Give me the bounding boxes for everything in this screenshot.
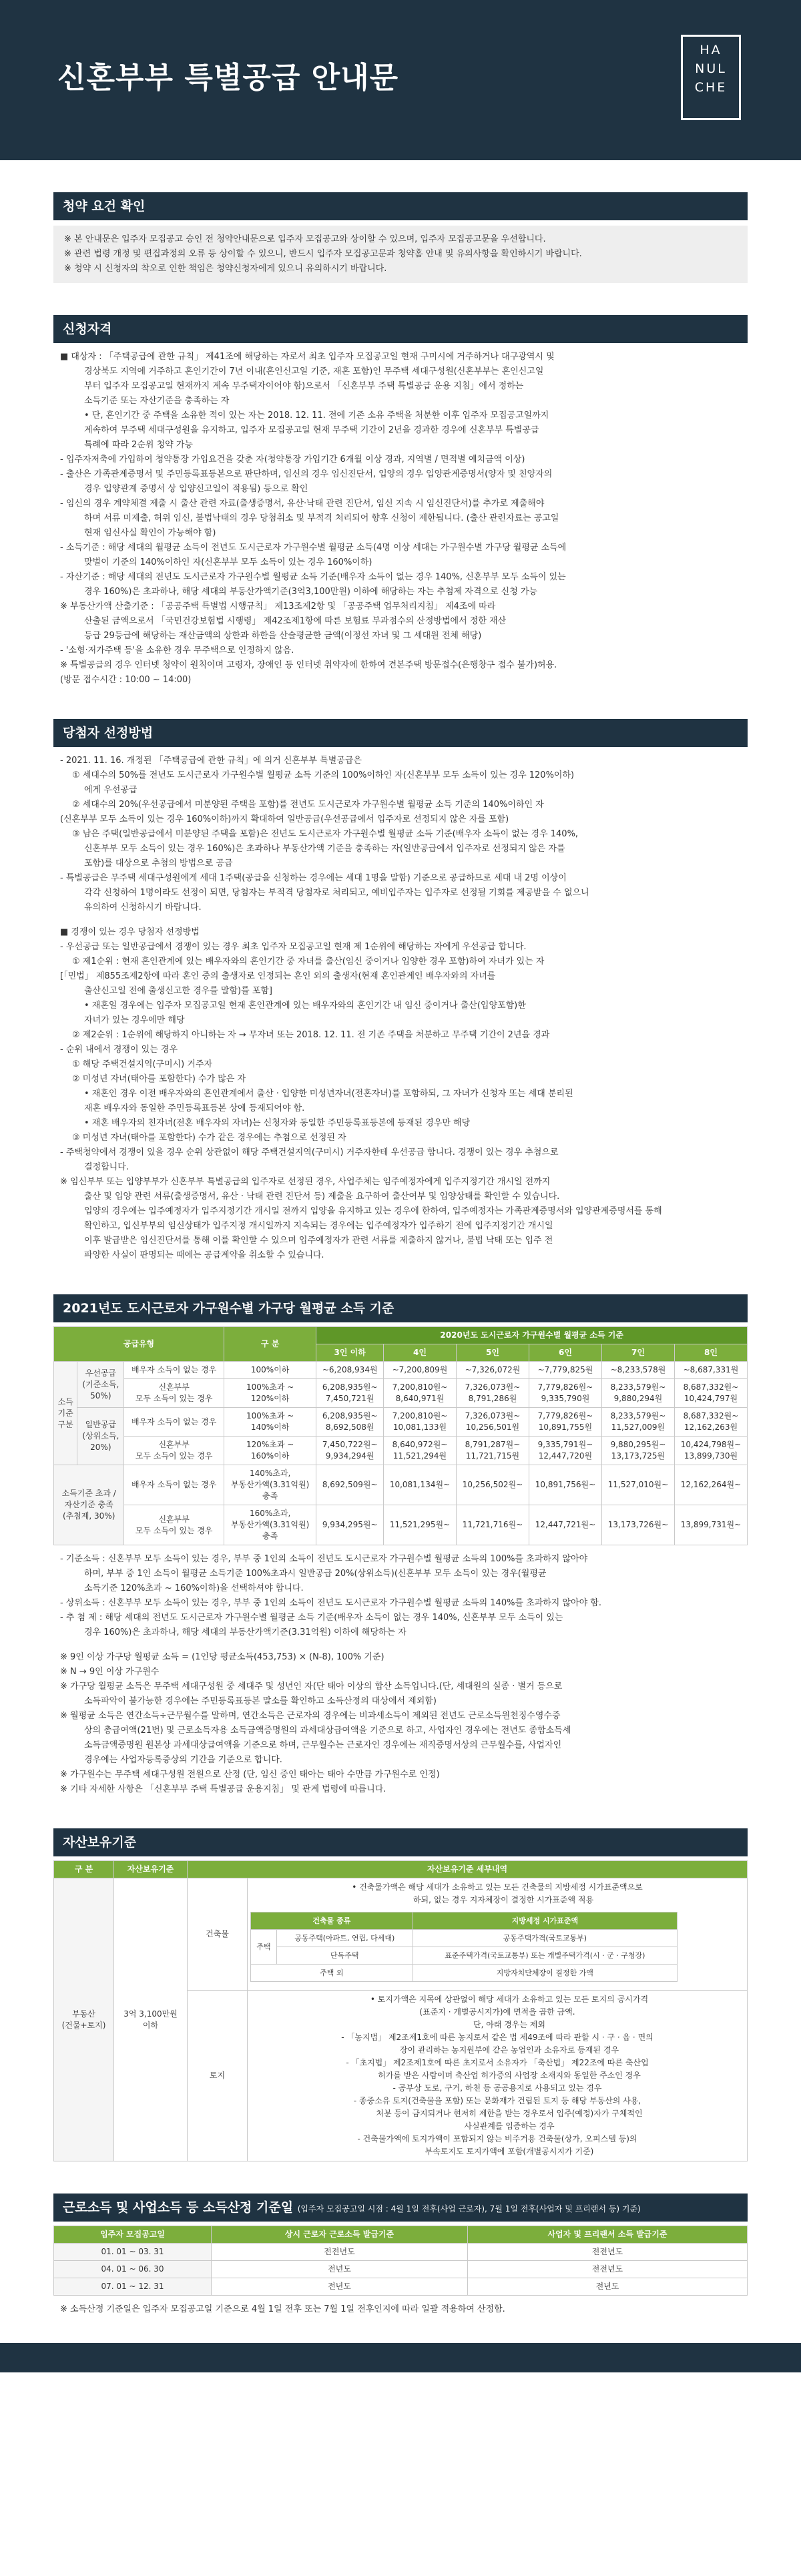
- col-header: 공급유형: [54, 1327, 224, 1362]
- income-value: 6,208,935원~ 7,450,721원: [316, 1379, 384, 1408]
- body-line: ※ N → 9인 이상 가구원수: [60, 1667, 160, 1677]
- row-subgroup-label: 일반공급 (상위소득, 20%): [77, 1408, 124, 1465]
- section-eligibility: [53, 315, 748, 687]
- body-line: 허가를 받은 사람이며 축산업 허가증의 사업장 소재지와 동일한 주소인 경우: [378, 2071, 641, 2080]
- selection-body: [53, 747, 748, 1262]
- building-label: 건축물: [188, 1878, 248, 1991]
- body-line: ※ 가구당 월평균 소득은 무주택 세대구성원 중 세대주 및 성년인 자(단 태아 이상의 합산 소득입니다.(단, 세대원의 실종 · 별거 등으로: [60, 1682, 563, 1692]
- col-header: 자산보유기준 세부내역: [188, 1861, 748, 1878]
- asset-table: [53, 1860, 748, 2161]
- body-line: 소득금액증명원 원본상 과세대상급여액을 기준으로 하며, 근무월수는 근로자인 경우에는 재직증명서상의 근무월수를, 사업자인: [84, 1740, 562, 1750]
- body-line: • 재혼일 경우에는 입주자 모집공고일 현재 혼인관계에 있는 배우자와의 혼인기간 내 임신 중이거나 출산(입양포함)한: [84, 1001, 526, 1011]
- body-line: • 재혼 배우자의 친자녀(전혼 배우자의 자녀)는 신청자와 동일한 주민등록표등본에 등재된 경우만 해당: [84, 1118, 471, 1128]
- body-line: 경우 160%)은 초과하나, 해당 세대의 부동산가액기준(3억3,100만원) 이하에 해당하는 자는 추첨제 자격으로 신청 가능: [84, 587, 538, 597]
- notice-line: ※ 관련 법령 개정 및 편집과정의 오류 등 상이할 수 있으니, 반드시 입주자 모집공고문과 청약홈 안내 및 유의사항을 확인하시기 바랍니다.: [64, 249, 582, 259]
- logo-line: CHE: [694, 80, 728, 95]
- income-value: ~8,233,578원: [601, 1362, 674, 1379]
- table-row: [54, 1379, 748, 1408]
- col-header: 입주자 모집공고일: [54, 2226, 212, 2244]
- body-line: 부터 입주자 모집공고일 현재까지 계속 무주택자이어야 함)으로서 「신혼부부 주택 특별공급 운용 지침」에서 정하는: [84, 381, 524, 391]
- building-detail: [248, 1878, 748, 1991]
- body-line: 재혼 배우자와 동일한 주민등록표등본 상에 등재되어야 함.: [84, 1103, 305, 1113]
- body-line: 신혼부부 모두 소득이 있는 경우 160%)은 초과하나 부동산가액 기준을 충족하는 자(일반공급에서 입주자로 선정되지 않은 자를: [84, 844, 565, 854]
- table-cell: 공동주택(아파트, 연립, 다세대): [276, 1930, 413, 1947]
- section-heading-title: 근로소득 및 사업소득 등 소득산정 기준일: [63, 2200, 294, 2215]
- income-value: 10,891,756원~: [529, 1465, 601, 1505]
- body-line: 처분 등이 금지되거나 현저히 제한을 받는 경우로서 입주(예정)자가 구체적인: [376, 2109, 643, 2118]
- income-value: ~8,687,331원: [674, 1362, 747, 1379]
- col-header: 3인 이하: [316, 1344, 384, 1362]
- row-range: 120%초과 ~ 160%이하: [224, 1437, 316, 1465]
- income-value: 8,692,509원~: [316, 1465, 384, 1505]
- notice-line: ※ 청약 시 신청자의 착오로 인한 책임은 청약신청자에게 있으니 유의하시기 바랍니다.: [64, 264, 387, 274]
- section-heading: 자산보유기준: [53, 1828, 748, 1856]
- row-condition: 신혼부부 모두 소득이 있는 경우: [124, 1437, 224, 1465]
- body-line: 자녀가 있는 경우에만 해당: [84, 1015, 185, 1025]
- table-cell: 01. 01 ~ 03. 31: [54, 2244, 212, 2261]
- land-label: 토지: [188, 1991, 248, 2161]
- income-value: 11,527,010원~: [601, 1465, 674, 1505]
- section-heading-subtitle: (입주자 모집공고일 시점 : 4월 1일 전후(사업 근로자), 7월 1일 전후(사업자 및 프리랜서 등) 기준): [297, 2204, 641, 2214]
- col-header: 상시 근로자 근로소득 발급기준: [212, 2226, 468, 2244]
- section-heading: 당첨자 선정방법: [53, 719, 748, 747]
- body-line: ③ 남은 주택(일반공급에서 미분양된 주택을 포함)은 전년도 도시근로자 가구원수별 월평균 소득 기준(배우자 소득이 없는 경우 140%,: [72, 829, 579, 839]
- body-line: (표준지 · 개별공시지가)에 면적을 곱한 금액.: [419, 2007, 575, 2017]
- col-header: 구 분: [224, 1327, 316, 1362]
- body-line: - 우선공급 또는 일반공급에서 경쟁이 있는 경우 최초 입주자 모집공고일 현재 제 1순위에 해당하는 자에게 우선공급 합니다.: [60, 942, 527, 952]
- income-value: 8,791,287원~ 11,721,715원: [456, 1437, 529, 1465]
- asset-standard: 3억 3,100만원 이하: [114, 1878, 188, 2161]
- asset-category: 부동산 (건물+토지): [54, 1878, 114, 2161]
- row-condition: 배우자 소득이 없는 경우: [124, 1362, 224, 1379]
- income-value: 7,326,073원~ 8,791,286원: [456, 1379, 529, 1408]
- body-line: - 추 첨 제 : 해당 세대의 전년도 도시근로자 가구원수별 월평균 소득 기준(배우자 소득이 없는 경우 140%, 신혼부부 모두 소득이 있는: [60, 1613, 563, 1623]
- income-value: 12,162,264원~: [674, 1465, 747, 1505]
- body-line: 사실관계를 입증하는 경우: [464, 2121, 555, 2131]
- income-value: 9,335,791원~ 12,447,720원: [529, 1437, 601, 1465]
- body-line: 장이 관리하는 농지원부에 같은 농업인과 소유자로 등재된 경우: [399, 2045, 619, 2055]
- body-line: 에게 우선공급: [84, 785, 138, 795]
- notice-box: [53, 226, 748, 283]
- table-cell: 주택 외: [251, 1965, 413, 1982]
- income-value: 8,640,972원~ 11,521,294원: [384, 1437, 457, 1465]
- col-header: 7인: [601, 1344, 674, 1362]
- page-header: [0, 0, 801, 160]
- table-cell: 전년도: [212, 2261, 468, 2278]
- row-range: 100%초과 ~ 120%이하: [224, 1379, 316, 1408]
- body-line: 포함)를 대상으로 추첨의 방법으로 공급: [84, 858, 233, 868]
- income-value: 7,200,810원~ 10,081,133원: [384, 1408, 457, 1437]
- body-line: • 재혼인 경우 이전 배우자와의 혼인관계에서 출산 · 입양한 미성년자녀(전혼자녀)를 포함하되, 그 자녀가 신청자 또는 세대 분리된: [84, 1089, 573, 1099]
- table-row: [54, 1408, 748, 1437]
- logo-line: NUL: [695, 61, 727, 76]
- body-line: ② 미성년 자녀(태아를 포함한다) 수가 많은 자: [72, 1074, 246, 1084]
- body-line: - 특별공급은 무주택 세대구성원에게 세대 1주택(공급을 신청하는 경우에는 세대 1명을 말함) 기준으로 공급하므로 세대 내 2명 이상이: [60, 873, 567, 883]
- land-detail: [248, 1991, 748, 2161]
- section-requirements: [53, 192, 748, 283]
- section-heading: 청약 요건 확인: [53, 192, 748, 220]
- body-line: 소득기준 또는 자산기준을 충족하는 자: [84, 396, 230, 406]
- body-line: 입양의 경우에는 입주예정자가 입주지정기간 개시일 전까지 입양을 유지하고 있는 경우에 한하여, 입주예정자는 가족관계증명서와 입양관계증명서를 통해: [84, 1206, 662, 1216]
- eligibility-body: [53, 343, 748, 687]
- table-cell: 04. 01 ~ 06. 30: [54, 2261, 212, 2278]
- body-line: 단, 아래 경우는 제외: [473, 2020, 545, 2029]
- row-condition: 신혼부부 모두 소득이 있는 경우: [124, 1379, 224, 1408]
- col-header: 8인: [674, 1344, 747, 1362]
- body-line: 소득기준 120%초과 ~ 160%이하)을 선택하셔야 합니다.: [84, 1583, 304, 1593]
- body-line: 맞벌이 기준의 140%이하인 자(신혼부부 모두 소득이 있는 경우 160%이하): [84, 557, 372, 567]
- table-cell: 07. 01 ~ 12. 31: [54, 2278, 212, 2296]
- table-cell: 전전년도: [212, 2244, 468, 2261]
- table-cell: 전년도: [212, 2278, 468, 2296]
- body-line: ※ 부동산가액 산출기준 : 「공공주택 특별법 시행규칙」 제13조제2항 및 「공공주택 업무처리지침」 제4조에 따라: [60, 601, 496, 611]
- income-value: 9,880,295원~ 13,173,725원: [601, 1437, 674, 1465]
- row-condition: 배우자 소득이 없는 경우: [124, 1465, 224, 1505]
- row-group-label: 소득기준 초과 / 자산기준 충족 (추첨제, 30%): [54, 1465, 124, 1545]
- section-selection: [53, 719, 748, 1262]
- body-line: [「민법」 제855조제2항에 따라 혼인 중의 출생자로 인정되는 혼인 외의 출생자(현재 혼인관계인 배우자와의 자녀를: [60, 971, 496, 981]
- body-line: 하며 서류 미제출, 허위 임신, 불법낙태의 경우 당첨취소 및 부적격 처리되어 향후 신청이 제한됩니다. (출산 관련자료는 공고일: [84, 513, 559, 523]
- table-row: [54, 1465, 748, 1505]
- body-line: 경우 입양관계 증명서 상 입양신고일이 적용됨) 등으로 확인: [84, 484, 308, 494]
- table-cell: 전전년도: [467, 2244, 747, 2261]
- table-row: [54, 2261, 748, 2278]
- income-value: 13,899,731원~: [674, 1505, 747, 1545]
- body-line: - 자산기준 : 해당 세대의 전년도 도시근로자 가구원수별 월평균 소득 기준(배우자 소득이 없는 경우 140%, 신혼부부 모두 소득이 있는: [60, 572, 566, 582]
- page-footer-bar: [0, 2343, 801, 2372]
- table-cell: 표준주택가격(국토교통부) 또는 개별주택가격(시 · 군 · 구청장): [413, 1947, 677, 1965]
- body-line: 소득파악이 불가능한 경우에는 주민등록표등본 말소를 확인하고 소득산정의 대상에서 제외함): [84, 1696, 437, 1706]
- body-line: 계속하여 무주택 세대구성원을 유지하고, 입주자 모집공고일 현재 무주택 기간이 2년을 경과한 경우에 신혼부부 특별공급: [84, 425, 539, 435]
- body-line: ② 세대수의 20%(우선공급에서 미분양된 주택을 포함)를 전년도 도시근로자 가구원수별 월평균 소득 기준의 140%이하인 자: [72, 800, 544, 810]
- body-line: - 공부상 도로, 구거, 하천 등 공공용지로 사용되고 있는 경우: [392, 2083, 602, 2093]
- body-line: (방문 접수시간 : 10:00 ~ 14:00): [60, 675, 192, 685]
- section-heading: 신청자격: [53, 315, 748, 343]
- income-value: 6,208,935원~ 8,692,508원: [316, 1408, 384, 1437]
- row-header: 주택: [251, 1930, 277, 1965]
- income-value: 7,779,826원~ 9,335,790원: [529, 1379, 601, 1408]
- body-line: 경우 160%)은 초과하나, 해당 세대의 부동산가액기준(3.31억원) 이하에 해당하는 자: [84, 1627, 407, 1637]
- table-cell: 전년도: [467, 2278, 747, 2296]
- income-value: 7,779,826원~ 10,891,755원: [529, 1408, 601, 1437]
- building-type-table: [250, 1912, 678, 1982]
- income-notes: [53, 1545, 748, 1796]
- income-value: 13,173,726원~: [601, 1505, 674, 1545]
- row-range: 140%초과, 부동산가액(3.31억원) 충족: [224, 1465, 316, 1505]
- row-condition: 배우자 소득이 없는 경우: [124, 1408, 224, 1437]
- body-line: • 단, 혼인기간 중 주택을 소유한 적이 있는 자는 2018. 12. 11. 전에 기존 소유 주택을 처분한 이후 입주자 모집공고일까지: [84, 411, 549, 421]
- income-value: 12,447,721원~: [529, 1505, 601, 1545]
- body-line: - 「초지법」 제2조제1호에 따른 초지로서 소유자가 「축산법」 제22조에 따른 축산업: [346, 2058, 649, 2067]
- body-line: ① 해당 주택건설지역(구미시) 거주자: [72, 1059, 213, 1069]
- body-line: 결정합니다.: [84, 1162, 129, 1172]
- income-value: 7,200,810원~ 8,640,971원: [384, 1379, 457, 1408]
- body-line: 등급 29등급에 해당하는 재산금액의 상한과 하한을 산술평균한 금액(이정선 자녀 및 그 세대원 전체 해당): [84, 631, 482, 641]
- col-header: 건축물 종류: [251, 1912, 413, 1930]
- income-table: [53, 1326, 748, 1545]
- col-header: 사업자 및 프리랜서 소득 발급기준: [467, 2226, 747, 2244]
- col-header: 지방세정 시가표준액: [413, 1912, 677, 1930]
- body-line: ※ 기타 자세한 사항은 「신혼부부 주택 특별공급 운용지침」 및 관계 법령에 따릅니다.: [60, 1784, 386, 1794]
- logo-line: HA: [700, 43, 722, 57]
- section-heading: [53, 2194, 748, 2222]
- income-value: ~6,208,934원: [316, 1362, 384, 1379]
- body-line: [60, 1640, 741, 1649]
- body-line: 파양한 사실이 판명되는 때에는 공급계약을 취소할 수 있습니다.: [84, 1250, 324, 1260]
- table-row: [54, 1437, 748, 1465]
- income-value: 7,450,722원~ 9,934,294원: [316, 1437, 384, 1465]
- body-line: ■ 경쟁이 있는 경우 당첨자 선정방법: [60, 927, 200, 937]
- income-value: 10,256,502원~: [456, 1465, 529, 1505]
- body-line: 출산신고일 전에 출생신고한 경우를 말함)를 포함]: [84, 986, 272, 996]
- table-row: [54, 1362, 748, 1379]
- row-subgroup-label: 우선공급 (기준소득, 50%): [77, 1362, 124, 1408]
- body-line: - 「농지법」 제2조제1호에 따른 농지로서 같은 법 제49조에 따라 관할 시 · 구 · 읍 · 면의: [341, 2033, 653, 2042]
- table-row: [54, 2244, 748, 2261]
- table-row: [54, 1505, 748, 1545]
- row-range: 100%이하: [224, 1362, 316, 1379]
- body-line: 하며, 부부 중 1인 소득이 월평균 소득기준 100%초과시 일반공급 20%(상위소득)(신혼부부 모두 소득이 있는 경우(월평균: [84, 1569, 547, 1579]
- body-line: 각각 신청하여 1명이라도 선정이 되면, 당첨자는 부적격 당첨자로 처리되고, 예비입주자는 입주자로 선정될 기회를 제공받을 수 없으니: [84, 888, 589, 898]
- body-line: - 상위소득 : 신혼부부 모두 소득이 있는 경우, 부부 중 1인의 소득이 전년도 도시근로자 가구원수별 월평균 소득의 140%를 초과하지 않아야 함.: [60, 1598, 601, 1608]
- body-line: ① 제1순위 : 현재 혼인관계에 있는 배우자와의 혼인기간 중 자녀를 출산(임신 중이거나 입양한 경우 포함)하여 자녀가 있는 자: [72, 957, 545, 967]
- body-line: - 건축물가액에 토지가액이 포함되지 않는 비주거용 건축물(상가, 오피스텔 등)의: [357, 2134, 637, 2143]
- body-line: - 입주자저축에 가입하여 청약통장 가입요건을 갖춘 자(청약통장 가입기간 6개월 이상 경과, 지역별 / 면적별 예치금액 이상): [60, 455, 525, 465]
- body-line: - 출산은 가족관계증명서 및 주민등록표등본으로 판단하며, 임신의 경우 임신진단서, 입양의 경우 입양관계증명서(양자 및 친양자의: [60, 469, 553, 479]
- income-value: ~7,200,809원: [384, 1362, 457, 1379]
- body-line: ※ 월평균 소득은 연간소득÷근무월수를 말하며, 연간소득은 근로자의 경우에는 비과세소득이 제외된 전년도 근로소득원천징수영수증: [60, 1711, 561, 1721]
- table-cell: 지방자치단체장이 결정한 가액: [413, 1965, 677, 1982]
- row-group-label: 소득 기준 구분: [54, 1362, 77, 1465]
- body-line: 경우에는 사업자등록증상의 기간을 기준으로 합니다.: [84, 1755, 282, 1765]
- body-line: - 순위 내에서 경쟁이 있는 경우: [60, 1045, 178, 1055]
- income-value: 8,687,332원~ 10,424,797원: [674, 1379, 747, 1408]
- body-line: 유의하여 신청하시기 바랍니다.: [84, 903, 202, 913]
- body-line: [60, 915, 741, 925]
- body-line: ② 제2순위 : 1순위에 해당하지 아니하는 자 → 무자녀 또는 2018. 12. 11. 전 기존 주택을 처분하고 무주택 기간이 2년을 경과: [72, 1030, 550, 1040]
- income-value: ~7,326,072원: [456, 1362, 529, 1379]
- table-cell: 전전년도: [467, 2261, 747, 2278]
- income-value: 7,326,073원~ 10,256,501원: [456, 1408, 529, 1437]
- detail-line: • 건축물가액은 해당 세대가 소유하고 있는 모든 건축물의 지방세정 시가표준액으로: [352, 1882, 643, 1892]
- body-line: - 임신의 경우 계약체결 제출 시 출산 관련 자료(출생증명서, 유산·낙태 관련 진단서, 임신 지속 시 임신진단서)를 추가로 제출해야: [60, 499, 545, 509]
- body-line: • 토지가액은 지목에 상관없이 해당 세대가 소유하고 있는 모든 토지의 공시가격: [370, 1995, 649, 2004]
- income-value: 9,934,295원~: [316, 1505, 384, 1545]
- body-line: ※ 가구원수는 무주택 세대구성원 전원으로 산정 (단, 임신 중인 태아는 태아 수만큼 가구원수로 인정): [60, 1770, 440, 1780]
- row-range: 100%초과 ~ 140%이하: [224, 1408, 316, 1437]
- body-line: - 기준소득 : 신혼부부 모두 소득이 있는 경우, 부부 중 1인의 소득이 전년도 도시근로자 가구원수별 월평균 소득의 100%를 초과하지 않아야: [60, 1554, 588, 1564]
- body-line: ※ 임신부부 또는 입양부부가 신혼부부 특별공급의 입주자로 선정된 경우, 사업주체는 임주예정자에게 입주지정기간 개시일 전까지: [60, 1177, 551, 1187]
- col-header: 구 분: [54, 1861, 114, 1878]
- body-line: ■ 대상자 : 「주택공급에 관한 규칙」 제41조에 해당하는 자로서 최초 입주자 모집공고일 현재 구미시에 거주하거나 대구광역시 및: [60, 352, 555, 362]
- body-line: ③ 미성년 자녀(태아를 포함한다) 수가 같은 경우에는 추첨으로 선정된 자: [72, 1133, 346, 1143]
- income-value: 10,424,798원~ 13,899,730원: [674, 1437, 747, 1465]
- income-value: 8,687,332원~ 12,162,263원: [674, 1408, 747, 1437]
- income-value: 11,521,295원~: [384, 1505, 457, 1545]
- section-heading: 2021년도 도시근로자 가구원수별 가구당 월평균 소득 기준: [53, 1294, 748, 1322]
- income-value: 8,233,579원~ 9,880,294원: [601, 1379, 674, 1408]
- col-header: 5인: [456, 1344, 529, 1362]
- body-line: - 종중소유 토지(건축물을 포함) 또는 문화재가 건립된 토지 등 해당 부동산의 사용,: [353, 2096, 641, 2105]
- table-cell: 공동주택가격(국토교통부): [413, 1930, 677, 1947]
- income-basis-table: [53, 2226, 748, 2296]
- income-value: 11,721,716원~: [456, 1505, 529, 1545]
- brand-logo: [681, 35, 741, 120]
- body-line: - 소득기준 : 해당 세대의 월평균 소득이 전년도 도시근로자 가구원수별 월평균 소득(4명 이상 세대는 가구원수별 가구당 월평균 소득에: [60, 543, 567, 553]
- body-line: 이후 발급받은 임신진단서를 통해 이를 확인할 수 있으며 입주예정자가 관련 서류를 제출하지 않거나, 불법 낙태 또는 입주 전: [84, 1236, 553, 1246]
- body-line: 부속토지도 토지가액에 포함(개별공시지가 기준): [425, 2147, 594, 2156]
- basis-note: ※ 소득산정 기준일은 입주자 모집공고일 기준으로 4월 1일 전후 또는 7월 1일 전후인지에 따라 일괄 적용하여 산정함.: [60, 2304, 505, 2314]
- body-line: (신혼부부 모두 소득이 있는 경우 160%이하)까지 확대하여 일반공급(우선공급에서 입주자로 선정되지 않은 자를 포함): [60, 814, 509, 824]
- page-title: 신혼부부 특별공급 안내문: [57, 61, 399, 95]
- body-line: - 주택청약에서 경쟁이 있을 경우 순위 상관없이 해당 주택건설지역(구미시) 거주자한테 우선공급 합니다. 경쟁이 있는 경우 추첨으로: [60, 1147, 559, 1157]
- body-line: 출산 및 입양 관련 서류(출생증명서, 유산 · 낙태 관련 진단서 등) 제출을 요구하여 출산여부 및 입양상태를 확인할 수 있습니다.: [84, 1192, 560, 1202]
- body-line: - 2021. 11. 16. 개정된 「주택공급에 관한 규칙」에 의거 신혼부부 특별공급은: [60, 756, 362, 766]
- income-value: ~7,779,825원: [529, 1362, 601, 1379]
- col-header: 6인: [529, 1344, 601, 1362]
- table-cell: 단독주택: [276, 1947, 413, 1965]
- row-condition: 신혼부부 모두 소득이 있는 경우: [124, 1505, 224, 1545]
- notice-line: ※ 본 안내문은 입주자 모집공고 승인 전 청약안내문으로 입주자 모집공고와 상이할 수 있으며, 입주자 모집공고문을 우선합니다.: [64, 234, 546, 244]
- col-header: 2020년도 도시근로자 가구원수별 월평균 소득 기준: [316, 1327, 748, 1344]
- section-income-basis: [53, 2194, 748, 2316]
- col-header: 4인: [384, 1344, 457, 1362]
- income-value: 10,081,134원~: [384, 1465, 457, 1505]
- body-line: 경상북도 지역에 거주하고 혼인기간이 7년 이내(혼인신고일 기준, 재혼 포함)인 무주택 세대구성원(신혼부부는 혼인신고일: [84, 366, 544, 376]
- table-row: [54, 2278, 748, 2296]
- basis-note-wrap: [53, 2296, 748, 2316]
- section-asset: [53, 1828, 748, 2161]
- body-line: ① 세대수의 50%를 전년도 도시근로자 가구원수별 월평균 소득 기준의 100%이하인 자(신혼부부 모두 소득이 있는 경우 120%이하): [72, 770, 575, 780]
- row-range: 160%초과, 부동산가액(3.31억원) 충족: [224, 1505, 316, 1545]
- section-income-table: [53, 1294, 748, 1796]
- income-value: 8,233,579원~ 11,527,009원: [601, 1408, 674, 1437]
- body-line: - '소형·저가주택 등'을 소유한 경우 무주택으로 인정하지 않음.: [60, 646, 294, 656]
- col-header: 자산보유기준: [114, 1861, 188, 1878]
- body-line: 특례에 따라 2순위 청약 가능: [84, 440, 193, 450]
- detail-line: 하되, 없는 경우 지자체장이 결정한 시가표준액 적용: [413, 1895, 594, 1904]
- body-line: 산출된 금액으로서 「국민건강보험법 시행령」 제42조제1항에 따른 보험료 부과점수의 산정방법에서 정한 재산: [84, 616, 507, 626]
- body-line: ※ 9인 이상 가구당 월평균 소득 = (1인당 평균소득(453,753) × (N-8), 100% 기준): [60, 1652, 384, 1662]
- body-line: ※ 특별공급의 경우 인터넷 청약이 원칙이며 고령자, 장애인 등 인터넷 취약자에 한하여 견본주택 방문접수(은행창구 접수 불가)허용.: [60, 660, 557, 670]
- body-line: 확인하고, 입신부부의 임신상태가 입주지정 개시일까지 지속되는 경우에는 입주예정자가 입주하기 전에 입주지정기간 개시일: [84, 1221, 553, 1231]
- body-line: 현재 임신사실 확인이 가능해야 함): [84, 528, 216, 538]
- body-line: 상의 총급여액(21번) 및 근로소득자용 소득금액증명원의 과세대상급여액을 기준으로 하고, 사업자인 경우에는 전년도 종합소득세: [84, 1726, 571, 1736]
